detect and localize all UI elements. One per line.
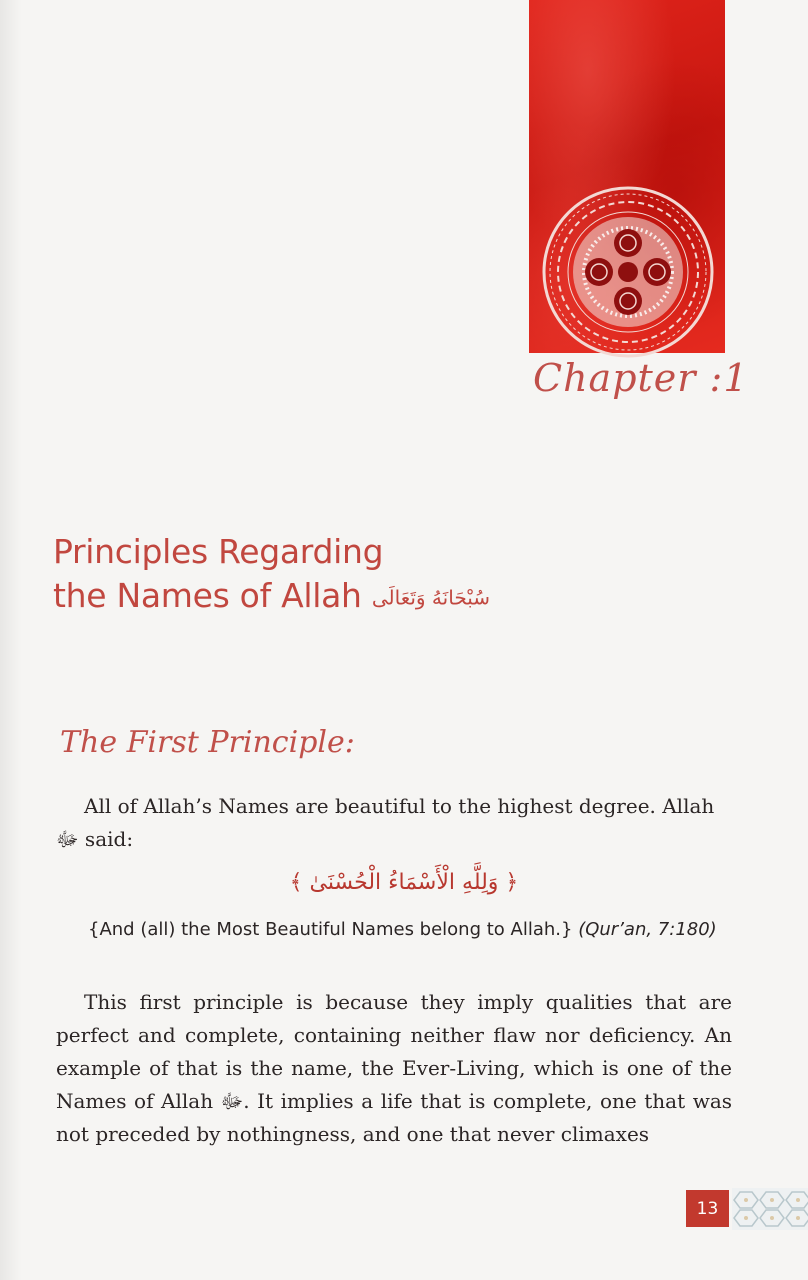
- page-number: 13: [686, 1190, 729, 1227]
- medallion-ornament-icon: [539, 183, 717, 361]
- principle-heading: The First Principle:: [60, 725, 355, 760]
- chapter-banner: [529, 0, 725, 353]
- title-line-1: Principles Regarding: [53, 532, 384, 571]
- title-line-2-text: the Names of Allah: [53, 576, 362, 615]
- geometric-corner-ornament-icon: [732, 1188, 808, 1230]
- page-title: [53, 530, 493, 620]
- arabic-verse: ﴿ وَلِلَّهِ الْأَسْمَاءُ الْحُسْنَىٰ ﴾: [289, 870, 519, 895]
- title-line-2: [53, 574, 493, 620]
- quote-block: [88, 916, 728, 943]
- chapter-label: Chapter :1: [533, 356, 749, 400]
- quote-reference: (Qur’an, 7:180): [578, 919, 717, 940]
- honorific-symbol: سُبْحَانَهُ وَتَعَالَى: [371, 585, 491, 610]
- page-gutter-shadow: [0, 0, 22, 1280]
- paragraph-1: All of Allah’s Names are beautiful to the highest degree. Allah ﷻ said:: [56, 794, 715, 851]
- quote-text: {And (all) the Most Beautiful Names belong to Allah.}: [88, 919, 573, 940]
- paragraph-2: This first principle is because they imply qualities that are perfect and complete, containing neither flaw nor deficiency. An example of that is the name, the Ever-Living, which is one of the Names of Allah ﷻ. It implies a life that is complete, one that was not preceded by nothingness, and one that never climaxes: [56, 990, 733, 1146]
